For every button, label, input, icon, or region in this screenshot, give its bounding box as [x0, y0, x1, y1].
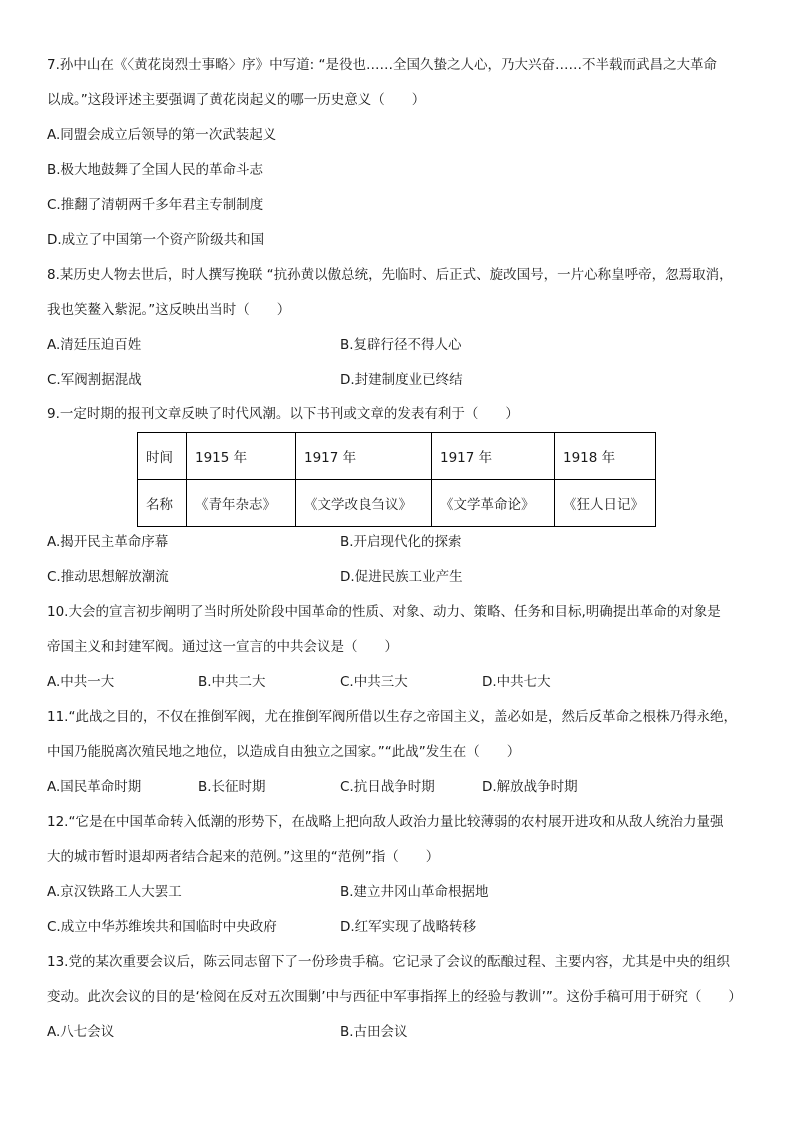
table-cell: 《文学改良刍议》 [296, 480, 432, 527]
q11-stem-line2: 中国乃能脱离次殖民地之地位，以造成自由独立之国家。”“此战”发生在（ ） [47, 744, 521, 760]
q9-publication-table [137, 432, 656, 527]
table-cell: 《文学革命论》 [432, 480, 555, 527]
q12-option-a: A.京汉铁路工人大罢工 [47, 884, 182, 900]
table-cell: 《狂人日记》 [555, 480, 656, 527]
table-cell: 1917 年 [296, 433, 432, 480]
q12-option-d: D.红军实现了战略转移 [340, 919, 477, 935]
q11-option-c: C.抗日战争时期 [340, 779, 435, 795]
q8-option-d: D.封建制度业已终结 [340, 372, 463, 388]
q13-stem-line1: 13.党的某次重要会议后，陈云同志留下了一份珍贵手稿。它记录了会议的酝酿过程、主要内容，尤其是中央的组织 [47, 954, 730, 970]
q7-option-b: B.极大地鼓舞了全国人民的革命斗志 [47, 162, 264, 178]
table-row [138, 433, 656, 480]
table-cell: 1915 年 [187, 433, 296, 480]
q11-option-a: A.国民革命时期 [47, 779, 142, 795]
table-row [138, 480, 656, 527]
q12-stem-line2: 大的城市暂时退却两者结合起来的范例。”这里的“范例”指（ ） [47, 849, 440, 865]
table-cell: 时间 [138, 433, 187, 480]
table-cell: 1917 年 [432, 433, 555, 480]
q7-stem-line1: 7.孙中山在《〈黄花岗烈士事略〉序》中写道: “是役也……全国久蛰之人心，乃大兴奋……不半载而武昌之大革命 [47, 57, 717, 73]
q10-option-b: B.中共二大 [198, 674, 266, 690]
q9-option-c: C.推动思想解放潮流 [47, 569, 169, 585]
q13-stem-line2: 变动。此次会议的目的是‘检阅在反对五次围剿’中与西征中军事指挥上的经验与教训’”。这份手稿可用于研究（ ） [47, 989, 742, 1005]
q10-stem-line2: 帝国主义和封建军阀。通过这一宣言的中共会议是（ ） [47, 639, 398, 655]
q8-option-a: A.清廷压迫百姓 [47, 337, 142, 353]
q7-option-d: D.成立了中国第一个资产阶级共和国 [47, 232, 265, 248]
table-cell: 名称 [138, 480, 187, 527]
q9-option-d: D.促进民族工业产生 [340, 569, 463, 585]
q10-option-d: D.中共七大 [482, 674, 551, 690]
q12-option-c: C.成立中华苏维埃共和国临时中央政府 [47, 919, 277, 935]
q8-stem-line1: 8.某历史人物去世后，时人撰写挽联 “抗孙黄以傲总统，先临时、后正式、旋改国号，一片心称皇呼帝，忽焉取消， [47, 267, 733, 283]
q10-option-a: A.中共一大 [47, 674, 115, 690]
q7-option-a: A.同盟会成立后领导的第一次武装起义 [47, 127, 277, 143]
table-cell: 1918 年 [555, 433, 656, 480]
q13-option-a: A.八七会议 [47, 1024, 115, 1040]
q11-stem-line1: 11.“此战之目的，不仅在推倒军阀，尤在推倒军阀所借以生存之帝国主义，盖必如是，然后反革命之根株乃得永绝， [47, 709, 737, 725]
q8-option-c: C.军阀割据混战 [47, 372, 142, 388]
table-cell: 《青年杂志》 [187, 480, 296, 527]
q12-option-b: B.建立井冈山革命根据地 [340, 884, 489, 900]
q7-option-c: C.推翻了清朝两千多年君主专制制度 [47, 197, 264, 213]
q9-option-b: B.开启现代化的探索 [340, 534, 462, 550]
q10-stem-line1: 10.大会的宣言初步阐明了当时所处阶段中国革命的性质、对象、动力、策略、任务和目标,明确提出革命的对象是 [47, 604, 721, 620]
q13-option-b: B.古田会议 [340, 1024, 408, 1040]
q9-stem-line1: 9.一定时期的报刊文章反映了时代风潮。以下书刊或文章的发表有利于（ ） [47, 406, 519, 422]
q8-option-b: B.复辟行径不得人心 [340, 337, 462, 353]
q12-stem-line1: 12.“它是在中国革命转入低潮的形势下，在战略上把向敌人政治力量比较薄弱的农村展开进攻和从敌人统治力量强 [47, 814, 724, 830]
q10-option-c: C.中共三大 [340, 674, 408, 690]
q11-option-d: D.解放战争时期 [482, 779, 578, 795]
q11-option-b: B.长征时期 [198, 779, 266, 795]
q8-stem-line2: 我也笑鳌入紫泥。”这反映出当时（ ） [47, 302, 291, 318]
q7-stem-line2: 以成。”这段评述主要强调了黄花岗起义的哪一历史意义（ ） [47, 92, 426, 108]
q9-option-a: A.揭开民主革命序幕 [47, 534, 169, 550]
